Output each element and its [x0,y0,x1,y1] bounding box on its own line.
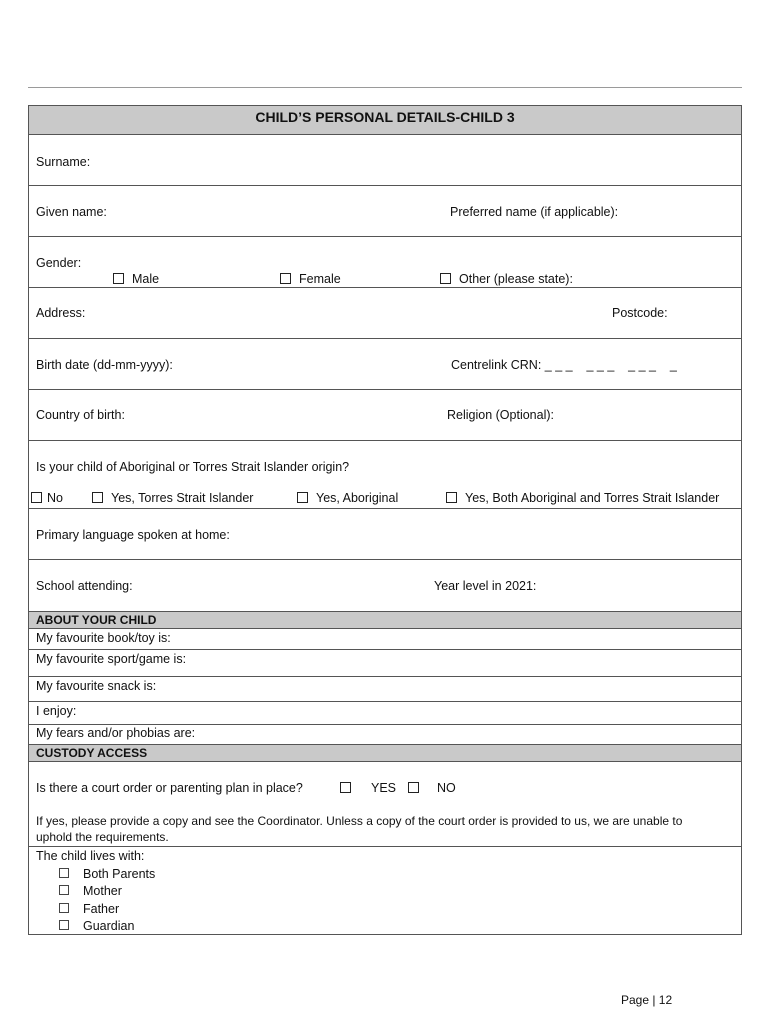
surname-label: Surname: [36,155,91,169]
checkbox-icon[interactable] [59,920,69,930]
about-item-label: My favourite book/toy is: [36,631,171,645]
gender-option-female[interactable]: Female [280,272,341,286]
lives-with-label: The child lives with: [36,849,145,863]
custody-section-header [29,744,741,761]
origin-question: Is your child of Aboriginal or Torres Strait Islander origin? [36,460,350,474]
given-name-label: Given name: [36,205,107,219]
court-order-no[interactable]: NO [408,781,456,795]
checkbox-icon[interactable] [280,273,291,284]
court-order-note-line1: If yes, please provide a copy and see the Coordinator. Unless a copy of the court order is provided to us, we are unable to [36,814,683,828]
court-order-question: Is there a court order or parenting plan in place? [36,781,303,795]
lives-option-guardian[interactable]: Guardian [59,919,134,933]
postcode-label: Postcode: [612,306,668,320]
checkbox-icon[interactable] [59,903,69,913]
birth-date-label: Birth date (dd-mm-yyyy): [36,358,173,372]
checkbox-icon[interactable] [408,782,419,793]
checkbox-icon[interactable] [297,492,308,503]
language-label: Primary language spoken at home: [36,528,230,542]
address-label: Address: [36,306,86,320]
origin-option-no[interactable]: No [31,491,63,505]
given-name-row[interactable] [29,185,741,236]
lives-with-row [29,846,741,934]
lives-option-mother[interactable]: Mother [59,884,122,898]
language-row[interactable] [29,508,741,559]
about-item-label: I enjoy: [36,704,77,718]
lives-option-both[interactable]: Both Parents [59,867,155,881]
page-number: Page | 12 [621,993,673,1007]
checkbox-icon[interactable] [92,492,103,503]
court-order-yes[interactable]: YES [340,781,396,795]
form-title-row [29,106,741,134]
origin-option-both[interactable]: Yes, Both Aboriginal and Torres Strait Islander [446,491,719,505]
country-label: Country of birth: [36,408,125,422]
gender-label: Gender: [36,256,82,270]
birth-date-row[interactable] [29,338,741,389]
about-section-header [29,611,741,628]
checkbox-icon[interactable] [440,273,451,284]
court-order-note-line2: uphold the requirements. [36,830,169,844]
custody-header: CUSTODY ACCESS [36,746,148,760]
origin-option-tsi[interactable]: Yes, Torres Strait Islander [92,491,253,505]
school-row[interactable] [29,559,741,611]
about-item-label: My favourite sport/game is: [36,652,187,666]
surname-row[interactable] [29,134,741,185]
about-row[interactable] [29,628,741,649]
school-label: School attending: [36,579,133,593]
gender-row [29,236,741,287]
lives-option-father[interactable]: Father [59,902,119,916]
about-row[interactable] [29,676,741,701]
checkbox-icon[interactable] [59,868,69,878]
about-item-label: My favourite snack is: [36,679,157,693]
about-row[interactable] [29,724,741,744]
centrelink-label: Centrelink CRN: _ _ _ _ _ _ _ _ _ _ [451,358,677,372]
gender-option-male[interactable]: Male [113,272,159,286]
gender-option-other[interactable]: Other (please state): [440,272,573,286]
about-item-label: My fears and/or phobias are: [36,726,196,740]
about-row[interactable] [29,649,741,676]
origin-row [29,440,741,508]
checkbox-icon[interactable] [113,273,124,284]
about-header: ABOUT YOUR CHILD [36,613,157,627]
about-row[interactable] [29,701,741,724]
checkbox-icon[interactable] [59,885,69,895]
child-details-form [28,105,742,935]
court-order-row [29,761,741,846]
year-level-label: Year level in 2021: [434,579,537,593]
preferred-name-label: Preferred name (if applicable): [450,205,619,219]
origin-option-aboriginal[interactable]: Yes, Aboriginal [297,491,398,505]
checkbox-icon[interactable] [340,782,351,793]
checkbox-icon[interactable] [446,492,457,503]
checkbox-icon[interactable] [31,492,42,503]
form-title: CHILD’S PERSONAL DETAILS-CHILD 3 [255,109,515,125]
country-row[interactable] [29,389,741,440]
religion-label: Religion (Optional): [447,408,554,422]
address-row[interactable] [29,287,741,338]
top-rule [28,87,742,88]
